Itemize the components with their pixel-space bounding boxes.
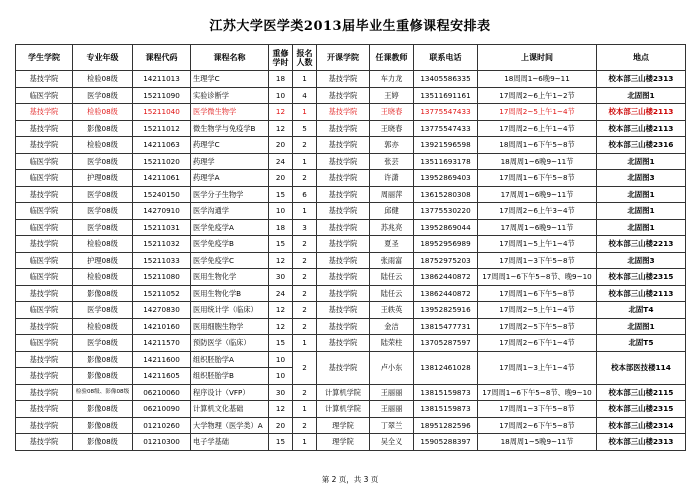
cell-course-name: 大学物理（医学类）A xyxy=(191,417,269,434)
cell-course-code: 06210060 xyxy=(133,384,191,401)
cell-student-college: 临医学院 xyxy=(16,269,73,286)
cell-class-time: 17周周1~3上午1~4节 xyxy=(478,351,597,384)
cell-major-year: 影像08级 xyxy=(73,351,133,368)
cell-major-year: 影像08级 xyxy=(73,434,133,451)
table-row xyxy=(16,153,686,170)
cell-course-code: 14211013 xyxy=(133,71,191,88)
cell-teacher: 王婷 xyxy=(370,87,414,104)
table-row xyxy=(16,384,686,401)
cell-class-time: 17周周2~6上午1~4节 xyxy=(478,120,597,137)
cell-enrolled-count: 1 xyxy=(293,71,317,88)
cell-teacher: 王丽丽 xyxy=(370,384,414,401)
cell-retake-hours: 15 xyxy=(269,186,293,203)
cell-retake-hours: 24 xyxy=(269,285,293,302)
cell-enrolled-count: 2 xyxy=(293,269,317,286)
cell-class-time: 17周周1~3下午5~8节 xyxy=(478,401,597,418)
cell-phone: 13775530220 xyxy=(414,203,478,220)
cell-location: 校本部三山楼2314 xyxy=(597,417,686,434)
cell-class-time: 17周周2~5上午1~4节 xyxy=(478,104,597,121)
cell-student-college: 临医学院 xyxy=(16,170,73,187)
cell-location: 校本部三山楼2313 xyxy=(597,71,686,88)
cell-offering-college: 基技学院 xyxy=(317,335,370,352)
cell-major-year: 检验08级 xyxy=(73,104,133,121)
table-row xyxy=(16,434,686,451)
cell-course-name: 医学免疫学C xyxy=(191,252,269,269)
cell-student-college: 临医学院 xyxy=(16,335,73,352)
col-header-course-name: 课程名称 xyxy=(191,45,269,71)
cell-class-time: 18周周1~6晚9~11节 xyxy=(478,153,597,170)
cell-retake-hours: 20 xyxy=(269,417,293,434)
cell-location: 北固图1 xyxy=(597,153,686,170)
cell-class-time: 17周周2~5下午5~8节 xyxy=(478,318,597,335)
cell-retake-hours: 12 xyxy=(269,302,293,319)
cell-enrolled-count: 2 xyxy=(293,384,317,401)
cell-course-name: 药理学 xyxy=(191,153,269,170)
cell-course-code: 15211090 xyxy=(133,87,191,104)
cell-retake-hours: 10 xyxy=(269,368,293,385)
cell-course-code: 14211600 xyxy=(133,351,191,368)
cell-teacher: 夏圣 xyxy=(370,236,414,253)
table-row xyxy=(16,318,686,335)
cell-course-name: 医学免疫学A xyxy=(191,219,269,236)
cell-location: 校本部三山楼2113 xyxy=(597,285,686,302)
cell-class-time: 17周周2~6上午3~4节 xyxy=(478,203,597,220)
cell-course-code: 15211033 xyxy=(133,252,191,269)
cell-phone: 13952869044 xyxy=(414,219,478,236)
cell-teacher: 周丽萍 xyxy=(370,186,414,203)
cell-enrolled-count: 1 xyxy=(293,401,317,418)
table-row xyxy=(16,186,686,203)
cell-student-college: 基技学院 xyxy=(16,120,73,137)
cell-major-year: 影像08级 xyxy=(73,120,133,137)
cell-class-time: 17周周1~6晚9~11节 xyxy=(478,186,597,203)
cell-retake-hours: 12 xyxy=(269,252,293,269)
cell-retake-hours: 24 xyxy=(269,153,293,170)
cell-student-college: 基技学院 xyxy=(16,384,73,401)
cell-course-name: 医用生物化学 xyxy=(191,269,269,286)
cell-major-year: 检验08级 xyxy=(73,71,133,88)
cell-course-code: 15211040 xyxy=(133,104,191,121)
table-row xyxy=(16,269,686,286)
cell-student-college: 基技学院 xyxy=(16,368,73,385)
cell-teacher: 邱健 xyxy=(370,203,414,220)
cell-teacher: 郭亦 xyxy=(370,137,414,154)
cell-phone: 13511693178 xyxy=(414,153,478,170)
cell-location: 北固图1 xyxy=(597,203,686,220)
cell-phone: 13862440872 xyxy=(414,285,478,302)
cell-class-time: 18周周1~6下午5~8节 xyxy=(478,137,597,154)
cell-student-college: 基技学院 xyxy=(16,434,73,451)
cell-offering-college: 基技学院 xyxy=(317,203,370,220)
cell-retake-hours: 12 xyxy=(269,104,293,121)
cell-teacher: 王轶英 xyxy=(370,302,414,319)
table-row xyxy=(16,302,686,319)
cell-phone: 18951282596 xyxy=(414,417,478,434)
table-row xyxy=(16,170,686,187)
cell-location: 北固图1 xyxy=(597,87,686,104)
cell-offering-college: 基技学院 xyxy=(317,252,370,269)
cell-class-time: 17周周2~5上午1~4节 xyxy=(478,302,597,319)
cell-course-name: 微生物学与免疫学B xyxy=(191,120,269,137)
table-row xyxy=(16,335,686,352)
cell-retake-hours: 18 xyxy=(269,219,293,236)
cell-major-year: 影像08级 xyxy=(73,401,133,418)
cell-offering-college: 基技学院 xyxy=(317,318,370,335)
cell-phone: 13812461028 xyxy=(414,351,478,384)
cell-offering-college: 基技学院 xyxy=(317,170,370,187)
cell-teacher: 王晓春 xyxy=(370,120,414,137)
cell-retake-hours: 20 xyxy=(269,170,293,187)
cell-phone: 13815477731 xyxy=(414,318,478,335)
col-header-class-time: 上课时间 xyxy=(478,45,597,71)
cell-location: 校本部医技楼114 xyxy=(597,351,686,384)
cell-enrolled-count: 2 xyxy=(293,318,317,335)
cell-course-code: 01210300 xyxy=(133,434,191,451)
cell-teacher: 张芸 xyxy=(370,153,414,170)
cell-student-college: 基技学院 xyxy=(16,351,73,368)
cell-teacher: 卢小东 xyxy=(370,351,414,384)
cell-student-college: 临医学院 xyxy=(16,302,73,319)
cell-phone: 13775547433 xyxy=(414,104,478,121)
cell-student-college: 临医学院 xyxy=(16,153,73,170)
cell-course-code: 14211063 xyxy=(133,137,191,154)
cell-phone: 13862440872 xyxy=(414,269,478,286)
cell-offering-college: 基技学院 xyxy=(317,120,370,137)
cell-major-year: 检验08级 xyxy=(73,269,133,286)
cell-course-code: 15211012 xyxy=(133,120,191,137)
cell-course-code: 15211031 xyxy=(133,219,191,236)
cell-class-time: 17周周1~5上午1~4节 xyxy=(478,236,597,253)
cell-course-name: 计算机文化基础 xyxy=(191,401,269,418)
cell-course-name: 组织胚胎学A xyxy=(191,351,269,368)
cell-course-name: 药理学C xyxy=(191,137,269,154)
cell-teacher: 丁翠兰 xyxy=(370,417,414,434)
cell-enrolled-count: 6 xyxy=(293,186,317,203)
cell-teacher: 陆荣柱 xyxy=(370,335,414,352)
cell-student-college: 基技学院 xyxy=(16,285,73,302)
cell-class-time: 17周周2~6下午5~8节 xyxy=(478,417,597,434)
cell-offering-college: 基技学院 xyxy=(317,153,370,170)
table-row xyxy=(16,285,686,302)
table-row xyxy=(16,71,686,88)
cell-offering-college: 基技学院 xyxy=(317,351,370,384)
cell-phone: 13511691161 xyxy=(414,87,478,104)
cell-course-name: 医学免疫学B xyxy=(191,236,269,253)
cell-phone: 13952825916 xyxy=(414,302,478,319)
col-header-teacher: 任课教师 xyxy=(370,45,414,71)
table-row xyxy=(16,401,686,418)
cell-phone: 13775547433 xyxy=(414,120,478,137)
col-header-student-college: 学生学院 xyxy=(16,45,73,71)
cell-course-name: 药理学A xyxy=(191,170,269,187)
cell-class-time: 18周周1~5晚9~11节 xyxy=(478,434,597,451)
cell-phone: 15905288397 xyxy=(414,434,478,451)
page-footer: 第 2 页，共 3 页 xyxy=(321,475,379,484)
cell-retake-hours: 12 xyxy=(269,318,293,335)
cell-teacher: 张雨富 xyxy=(370,252,414,269)
cell-location: 校本部三山楼2113 xyxy=(597,120,686,137)
cell-course-name: 医学微生物学 xyxy=(191,104,269,121)
cell-student-college: 基技学院 xyxy=(16,417,73,434)
cell-major-year: 检验08级 xyxy=(73,236,133,253)
cell-enrolled-count: 1 xyxy=(293,335,317,352)
cell-enrolled-count: 2 xyxy=(293,252,317,269)
cell-course-name: 实验诊断学 xyxy=(191,87,269,104)
table-row xyxy=(16,87,686,104)
col-header-offering-college: 开课学院 xyxy=(317,45,370,71)
cell-teacher: 陆任云 xyxy=(370,285,414,302)
cell-offering-college: 理学院 xyxy=(317,434,370,451)
cell-teacher: 金洁 xyxy=(370,318,414,335)
table-row xyxy=(16,137,686,154)
cell-offering-college: 基技学院 xyxy=(317,71,370,88)
cell-retake-hours: 10 xyxy=(269,351,293,368)
table-row xyxy=(16,203,686,220)
cell-class-time: 17周周1~6晚9~11节 xyxy=(478,219,597,236)
cell-retake-hours: 10 xyxy=(269,203,293,220)
cell-course-code: 14211061 xyxy=(133,170,191,187)
cell-course-code: 15211080 xyxy=(133,269,191,286)
cell-course-name: 程序设计（VFP） xyxy=(191,384,269,401)
cell-phone: 13952869403 xyxy=(414,170,478,187)
cell-offering-college: 基技学院 xyxy=(317,186,370,203)
cell-course-code: 15240150 xyxy=(133,186,191,203)
cell-class-time: 17周周2~6下午1~4节 xyxy=(478,335,597,352)
cell-teacher: 许潇 xyxy=(370,170,414,187)
cell-student-college: 基技学院 xyxy=(16,104,73,121)
cell-teacher: 车力龙 xyxy=(370,71,414,88)
cell-retake-hours: 12 xyxy=(269,120,293,137)
cell-course-code: 15211020 xyxy=(133,153,191,170)
cell-student-college: 基技学院 xyxy=(16,137,73,154)
cell-major-year: 影像08级 xyxy=(73,285,133,302)
table-row xyxy=(16,120,686,137)
cell-major-year: 医学08级 xyxy=(73,203,133,220)
table-row xyxy=(16,252,686,269)
cell-retake-hours: 15 xyxy=(269,236,293,253)
cell-major-year: 护理08级 xyxy=(73,170,133,187)
cell-course-code: 06210090 xyxy=(133,401,191,418)
cell-enrolled-count: 5 xyxy=(293,120,317,137)
cell-student-college: 临医学院 xyxy=(16,219,73,236)
cell-location: 校本部三山楼2316 xyxy=(597,137,686,154)
cell-enrolled-count: 2 xyxy=(293,351,317,384)
cell-course-name: 电子学基础 xyxy=(191,434,269,451)
table-row xyxy=(16,219,686,236)
table-row xyxy=(16,236,686,253)
cell-location: 北固T5 xyxy=(597,335,686,352)
cell-major-year: 医学08级 xyxy=(73,186,133,203)
cell-course-name: 医用生物化学B xyxy=(191,285,269,302)
cell-course-name: 生理学C xyxy=(191,71,269,88)
cell-course-name: 预防医学（临床） xyxy=(191,335,269,352)
cell-enrolled-count: 4 xyxy=(293,87,317,104)
cell-offering-college: 基技学院 xyxy=(317,137,370,154)
cell-retake-hours: 15 xyxy=(269,335,293,352)
cell-major-year: 医学08级 xyxy=(73,153,133,170)
col-header-phone: 联系电话 xyxy=(414,45,478,71)
cell-student-college: 基技学院 xyxy=(16,236,73,253)
cell-class-time: 17周周2~6上午1~2节 xyxy=(478,87,597,104)
table-row xyxy=(16,351,686,368)
col-header-location: 地点 xyxy=(597,45,686,71)
cell-major-year: 检验08级 xyxy=(73,318,133,335)
cell-location: 北固图1 xyxy=(597,318,686,335)
cell-retake-hours: 30 xyxy=(269,269,293,286)
cell-location: 北固图1 xyxy=(597,186,686,203)
cell-student-college: 基技学院 xyxy=(16,318,73,335)
cell-location: 校本部三山楼2213 xyxy=(597,236,686,253)
cell-retake-hours: 18 xyxy=(269,71,293,88)
cell-phone: 13705287597 xyxy=(414,335,478,352)
schedule-body xyxy=(16,71,686,451)
cell-class-time: 17周周1~6下午5~8节 xyxy=(478,285,597,302)
cell-major-year: 医学08级 xyxy=(73,219,133,236)
cell-location: 校本部三山楼2315 xyxy=(597,269,686,286)
cell-enrolled-count: 2 xyxy=(293,417,317,434)
cell-offering-college: 基技学院 xyxy=(317,87,370,104)
cell-course-code: 14211570 xyxy=(133,335,191,352)
cell-enrolled-count: 2 xyxy=(293,236,317,253)
cell-location: 校本部三山楼2315 xyxy=(597,401,686,418)
cell-enrolled-count: 1 xyxy=(293,434,317,451)
cell-enrolled-count: 1 xyxy=(293,153,317,170)
cell-course-name: 医学沟通学 xyxy=(191,203,269,220)
cell-student-college: 基技学院 xyxy=(16,186,73,203)
cell-student-college: 临医学院 xyxy=(16,87,73,104)
cell-student-college: 基技学院 xyxy=(16,401,73,418)
table-row xyxy=(16,104,686,121)
cell-teacher: 吴全义 xyxy=(370,434,414,451)
cell-location: 北固图3 xyxy=(597,170,686,187)
cell-enrolled-count: 2 xyxy=(293,137,317,154)
cell-course-code: 14270910 xyxy=(133,203,191,220)
cell-class-time: 17周周1~3下午5~8节 xyxy=(478,252,597,269)
cell-class-time: 18周周1~6晚9~11 xyxy=(478,71,597,88)
cell-location: 校本部三山楼2313 xyxy=(597,434,686,451)
cell-offering-college: 基技学院 xyxy=(317,219,370,236)
cell-phone: 13815159873 xyxy=(414,384,478,401)
col-header-course-code: 课程代码 xyxy=(133,45,191,71)
cell-phone: 13615280308 xyxy=(414,186,478,203)
cell-major-year: 医学08级 xyxy=(73,87,133,104)
cell-course-code: 15211052 xyxy=(133,285,191,302)
cell-course-name: 医学分子生物学 xyxy=(191,186,269,203)
page-title: 江苏大学医学类2013届毕业生重修课程安排表 xyxy=(209,19,491,34)
cell-location: 校本部三山楼2115 xyxy=(597,384,686,401)
cell-enrolled-count: 2 xyxy=(293,285,317,302)
cell-course-name: 组织胚胎学B xyxy=(191,368,269,385)
cell-major-year: 检验08级 xyxy=(73,137,133,154)
cell-retake-hours: 10 xyxy=(269,87,293,104)
cell-offering-college: 基技学院 xyxy=(317,236,370,253)
cell-teacher: 苏兆亮 xyxy=(370,219,414,236)
cell-teacher: 王晓春 xyxy=(370,104,414,121)
cell-location: 北固图3 xyxy=(597,252,686,269)
cell-course-code: 14211605 xyxy=(133,368,191,385)
cell-course-code: 14270830 xyxy=(133,302,191,319)
col-header-enrolled-count: 报名人数 xyxy=(293,45,317,71)
cell-major-year: 检验08级、影像08级 xyxy=(73,384,133,401)
cell-phone: 13921596598 xyxy=(414,137,478,154)
col-header-retake-hours: 重修学时 xyxy=(269,45,293,71)
cell-course-name: 医用细胞生物学 xyxy=(191,318,269,335)
cell-class-time: 17周周1~6下午5~8节、晚9~10 xyxy=(478,384,597,401)
cell-phone: 18952956989 xyxy=(414,236,478,253)
cell-phone: 13405586335 xyxy=(414,71,478,88)
col-header-major-year: 专业年级 xyxy=(73,45,133,71)
cell-class-time: 17周周1~6下午5~8节、晚9~10 xyxy=(478,269,597,286)
cell-retake-hours: 12 xyxy=(269,401,293,418)
cell-offering-college: 基技学院 xyxy=(317,302,370,319)
header-row xyxy=(16,45,686,71)
cell-major-year: 影像08级 xyxy=(73,417,133,434)
cell-location: 北固T4 xyxy=(597,302,686,319)
cell-enrolled-count: 3 xyxy=(293,219,317,236)
cell-course-code: 14210160 xyxy=(133,318,191,335)
cell-offering-college: 理学院 xyxy=(317,417,370,434)
cell-offering-college: 基技学院 xyxy=(317,104,370,121)
cell-enrolled-count: 2 xyxy=(293,170,317,187)
cell-location: 北固图1 xyxy=(597,219,686,236)
cell-retake-hours: 30 xyxy=(269,384,293,401)
table-row xyxy=(16,417,686,434)
cell-enrolled-count: 2 xyxy=(293,302,317,319)
cell-offering-college: 计算机学院 xyxy=(317,401,370,418)
cell-retake-hours: 15 xyxy=(269,434,293,451)
cell-teacher: 王丽丽 xyxy=(370,401,414,418)
cell-enrolled-count: 1 xyxy=(293,203,317,220)
cell-phone: 18752975203 xyxy=(414,252,478,269)
cell-offering-college: 基技学院 xyxy=(317,269,370,286)
cell-course-code: 01210260 xyxy=(133,417,191,434)
cell-teacher: 陆任云 xyxy=(370,269,414,286)
cell-major-year: 医学08级 xyxy=(73,335,133,352)
cell-location: 校本部三山楼2113 xyxy=(597,104,686,121)
cell-offering-college: 计算机学院 xyxy=(317,384,370,401)
cell-offering-college: 基技学院 xyxy=(317,285,370,302)
cell-class-time: 17周周1~6下午5~8节 xyxy=(478,170,597,187)
cell-student-college: 临医学院 xyxy=(16,252,73,269)
cell-retake-hours: 20 xyxy=(269,137,293,154)
cell-course-name: 医用统计学（临床） xyxy=(191,302,269,319)
schedule-table xyxy=(15,44,686,451)
cell-major-year: 护理08级 xyxy=(73,252,133,269)
cell-major-year: 医学08级 xyxy=(73,302,133,319)
cell-student-college: 临医学院 xyxy=(16,203,73,220)
cell-major-year: 影像08级 xyxy=(73,368,133,385)
cell-student-college: 基技学院 xyxy=(16,71,73,88)
cell-course-code: 15211032 xyxy=(133,236,191,253)
cell-phone: 13815159873 xyxy=(414,401,478,418)
cell-enrolled-count: 1 xyxy=(293,104,317,121)
